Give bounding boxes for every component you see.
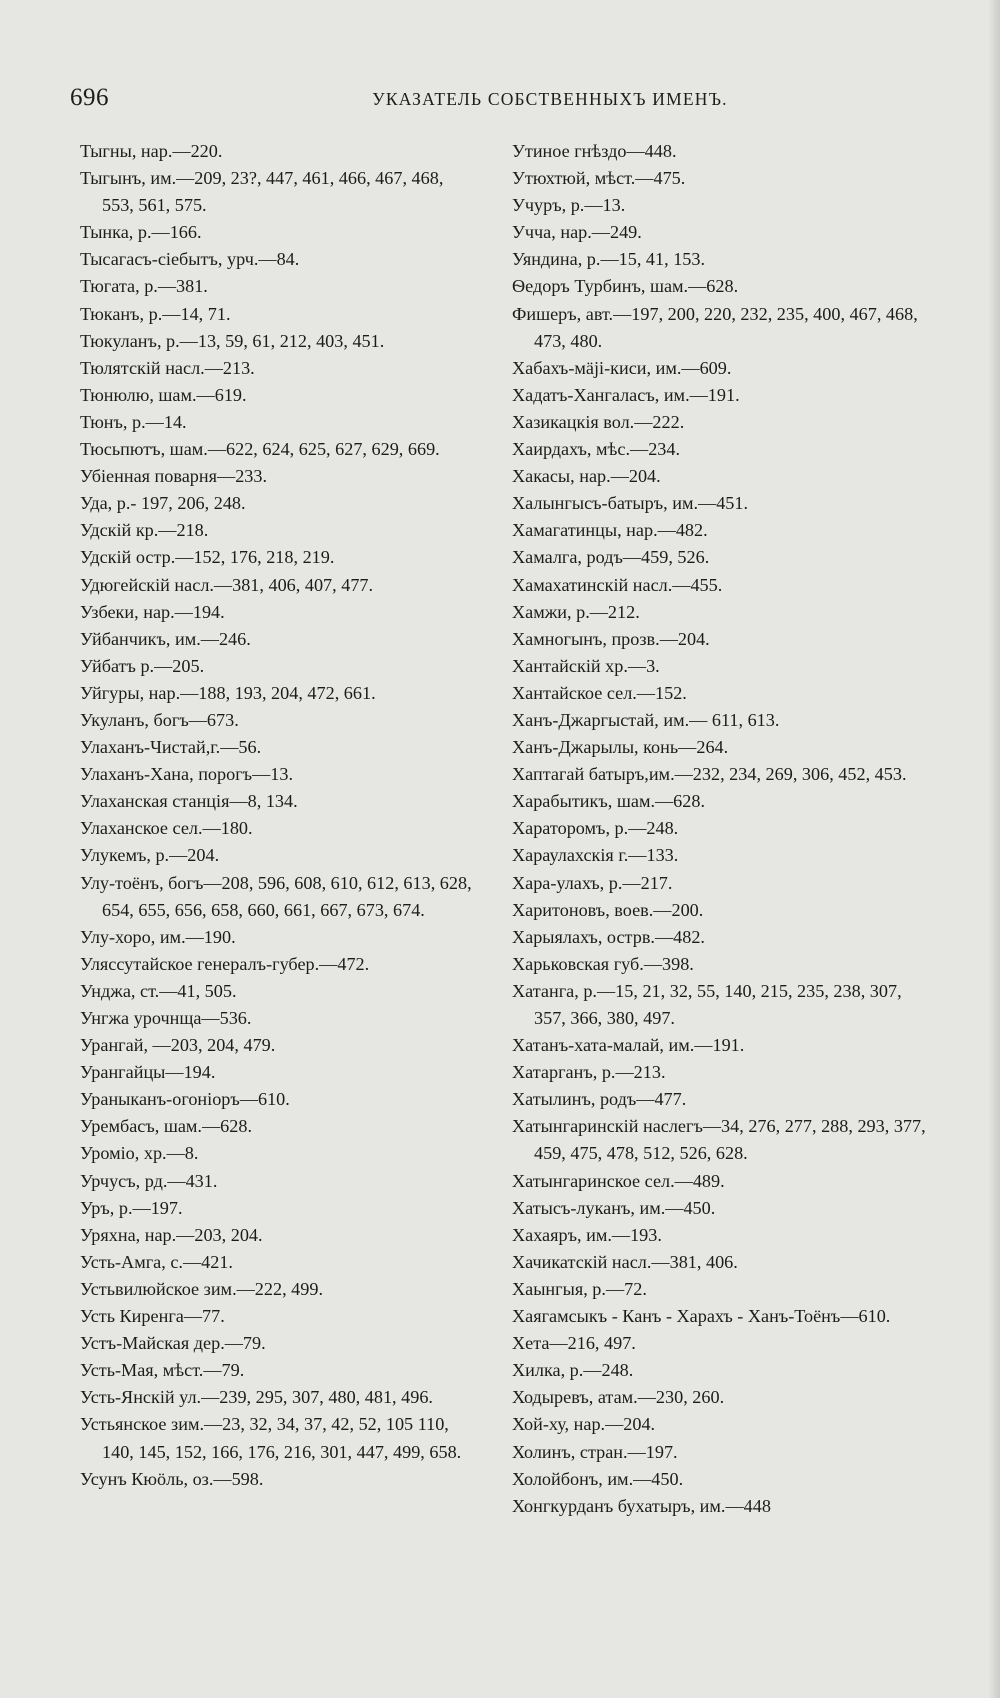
index-entry: Учча, нар.—249. (512, 222, 642, 243)
index-entry: Улу-хоро, им.—190. (80, 926, 236, 947)
index-entry: Узбеки, нар.—194. (80, 601, 225, 622)
index-entry: Удскiй остр.—152, 176, 218, 219. (80, 547, 335, 568)
index-entry: Хаынгыя, р.—72. (512, 1278, 647, 1299)
index-entry: Тюнъ, р.—14. (80, 411, 187, 432)
index-entry: Хамжи, р.—212. (512, 601, 640, 622)
index-entry: Хахаяръ, им.—193. (512, 1224, 662, 1245)
index-entry: Хантайскiй хр.—3. (512, 655, 660, 676)
index-entry: Хамагатинцы, нар.—482. (512, 520, 708, 541)
index-entry: Хонгкурданъ бухатыръ, им.—448 (512, 1495, 771, 1516)
index-entry: Удскiй кр.—218. (80, 520, 209, 541)
index-entry: Тыгны, нар.—220. (80, 141, 223, 161)
index-entry: Усть-Янскiй ул.—239, 295, 307, 480, 481, 496. (80, 1387, 433, 1408)
index-entry: Урангай, —203, 204, 479. (80, 1035, 276, 1056)
index-entry: Усунъ Кюöль, оз.—598. (80, 1468, 264, 1489)
index-column-right (512, 138, 932, 1520)
page-header (70, 84, 950, 114)
index-entry: Удюгейскiй насл.—381, 406, 407, 477. (80, 574, 374, 595)
index-entry: Хаптагай батыръ,им.—232, 234, 269, 306, 452, 453. (512, 764, 907, 785)
index-entry: Харьковская губ.—398. (512, 953, 694, 974)
index-entry: Хатысъ-луканъ, им.—450. (512, 1197, 716, 1218)
index-entry: Хатынгаринскiй наслегъ—34, 276, 277, 288, 293, 377, 459, 475, 478, 512, 526, 628. (512, 1116, 926, 1164)
index-entry: Ханъ-Джаргыстай, им.— 611, 613. (512, 709, 780, 730)
index-entry: Улу-тоёнъ, богъ—208, 596, 608, 610, 612, 613, 628, 654, 655, 656, 658, 660, 661, 667, 673, 674. (80, 872, 472, 920)
index-entry: Хадатъ-Хангаласъ, им.—191. (512, 384, 740, 405)
index-entry: Тюнюлю, шам.—619. (80, 384, 247, 405)
index-entry: Уда, р.- 197, 206, 248. (80, 493, 246, 514)
index-entry: Тюсьпютъ, шам.—622, 624, 625, 627, 629, 669. (80, 439, 440, 460)
index-entry: Унгжа урочнща—536. (80, 1008, 252, 1028)
index-entry: Фишеръ, авт.—197, 200, 220, 232, 235, 400, 467, 468, 473, 480. (512, 303, 918, 351)
index-column-left (80, 138, 475, 1493)
index-entry: Усть-Мая, мѣст.—79. (80, 1360, 245, 1381)
index-entry: Хакасы, нар.—204. (512, 466, 661, 487)
index-entry: Харыялахъ, острв.—482. (512, 926, 705, 947)
index-entry: Уряхна, нар.—203, 204. (80, 1224, 263, 1245)
index-entry: Устьвилюйское зим.—222, 499. (80, 1278, 324, 1299)
index-entry: Тюгата, р.—381. (80, 276, 208, 297)
index-entry: Хатанга, р.—15, 21, 32, 55, 140, 215, 235, 238, 307, 357, 366, 380, 497. (512, 980, 902, 1028)
index-entry: Хараулахскiя г.—133. (512, 845, 679, 866)
index-entry: Хатынгаринское сел.—489. (512, 1170, 725, 1191)
index-entry: Укуланъ, богъ—673. (80, 709, 239, 730)
index-entry: Уйбанчикъ, им.—246. (80, 628, 251, 649)
index-entry: Унджа, ст.—41, 505. (80, 980, 237, 1001)
index-entry: Усть Киренга—77. (80, 1306, 225, 1327)
index-entry: Учуръ, р.—13. (512, 195, 626, 216)
index-entry: Урангайцы—194. (80, 1062, 216, 1083)
index-entry: Хатылинъ, родъ—477. (512, 1089, 687, 1110)
index-entry: Хета—216, 497. (512, 1333, 636, 1354)
index-entry: Хаирдахъ, мѣс.—234. (512, 439, 681, 460)
index-entry: Утиное гнѣздо—448. (512, 141, 677, 161)
index-entry: Хатарганъ, р.—213. (512, 1062, 666, 1083)
running-head: УКАЗАТЕЛЬ СОБСТВЕННЫХЪ ИМЕНЪ. (372, 89, 728, 109)
index-entry: Тынка, р.—166. (80, 222, 202, 243)
index-entry: Хамногынъ, прозв.—204. (512, 628, 710, 649)
index-entry: Ѳедоръ Турбинъ, шам.—628. (512, 276, 739, 297)
index-entry: Улаханъ-Чистай,г.—56. (80, 737, 262, 758)
index-entry: Урчусъ, рд.—431. (80, 1170, 218, 1191)
page-number: 696 (70, 84, 109, 111)
index-entry: Хачикатскiй насл.—381, 406. (512, 1251, 738, 1272)
index-entry: Тюлятскiй насл.—213. (80, 357, 255, 378)
index-entry: Уръ, р.—197. (80, 1197, 183, 1218)
index-entry: Улаханское сел.—180. (80, 818, 253, 839)
index-entry: Уйбатъ р.—205. (80, 655, 205, 676)
index-entry: Уяндина, р.—15, 41, 153. (512, 249, 706, 270)
index-entry: Ураныканъ-огонiоръ—610. (80, 1089, 290, 1110)
index-entry: Хатанъ-хата-малай, им.—191. (512, 1035, 745, 1056)
page-edge-shadow (988, 0, 1000, 1698)
index-entry: Улукемъ, р.—204. (80, 845, 220, 866)
index-entry: Ходыревъ, атам.—230, 260. (512, 1387, 725, 1408)
index-entry: Ханъ-Джарылы, конь—264. (512, 737, 729, 758)
index-entry: Холинъ, стран.—197. (512, 1441, 678, 1462)
index-entry: Халынгысъ-батыръ, им.—451. (512, 493, 749, 514)
index-entry: Хара-улахъ, р.—217. (512, 872, 673, 893)
index-entry: Хамалга, родъ—459, 526. (512, 547, 710, 568)
index-entry: Убiенная поварня—233. (80, 466, 268, 487)
index-entry: Улаханъ-Хана, порогъ—13. (80, 764, 293, 785)
index-entry: Урембасъ, шам.—628. (80, 1116, 252, 1137)
index-entry: Хараторомъ, р.—248. (512, 818, 679, 839)
index-entry: Тысагасъ-сiебытъ, урч.—84. (80, 249, 300, 270)
index-entry: Хамахатинскiй насл.—455. (512, 574, 723, 595)
index-entry: Улаханская станцiя—8, 134. (80, 791, 298, 812)
index-entry: Тюкуланъ, р.—13, 59, 61, 212, 403, 451. (80, 330, 385, 351)
index-entry: Харитоновъ, воев.—200. (512, 899, 704, 920)
index-entry: Уромiо, хр.—8. (80, 1143, 199, 1164)
index-entry: Устьянское зим.—23, 32, 34, 37, 42, 52, 105 110, 140, 145, 152, 166, 176, 216, 301, 447, 499, 658. (80, 1414, 462, 1462)
index-entry: Хой-ху, нар.—204. (512, 1414, 656, 1435)
index-entry: Уляссутайское генералъ-губер.—472. (80, 953, 370, 974)
index-entry: Утюхтюй, мѣст.—475. (512, 168, 686, 189)
index-entry: Холойбонъ, им.—450. (512, 1468, 684, 1489)
index-entry: Хаягамсыкъ - Канъ - Харахъ - Ханъ-Тоёнъ—610. (512, 1306, 891, 1327)
index-entry: Хилка, р.—248. (512, 1360, 634, 1381)
index-entry: Тюканъ, р.—14, 71. (80, 303, 231, 324)
index-entry: Тыгынъ, им.—209, 23?, 447, 461, 466, 467, 468, 553, 561, 575. (80, 168, 444, 216)
index-entry: Хантайское сел.—152. (512, 682, 687, 703)
index-entry: Хабахъ-мäjі-киси, им.—609. (512, 357, 732, 378)
index-entry: Усть-Амга, с.—421. (80, 1251, 233, 1272)
index-entry: Хазикацкiя вол.—222. (512, 411, 685, 432)
index-entry: Устъ-Майская дер.—79. (80, 1333, 266, 1354)
index-entry: Харабытикъ, шам.—628. (512, 791, 706, 812)
index-entry: Уйгуры, нар.—188, 193, 204, 472, 661. (80, 682, 376, 703)
